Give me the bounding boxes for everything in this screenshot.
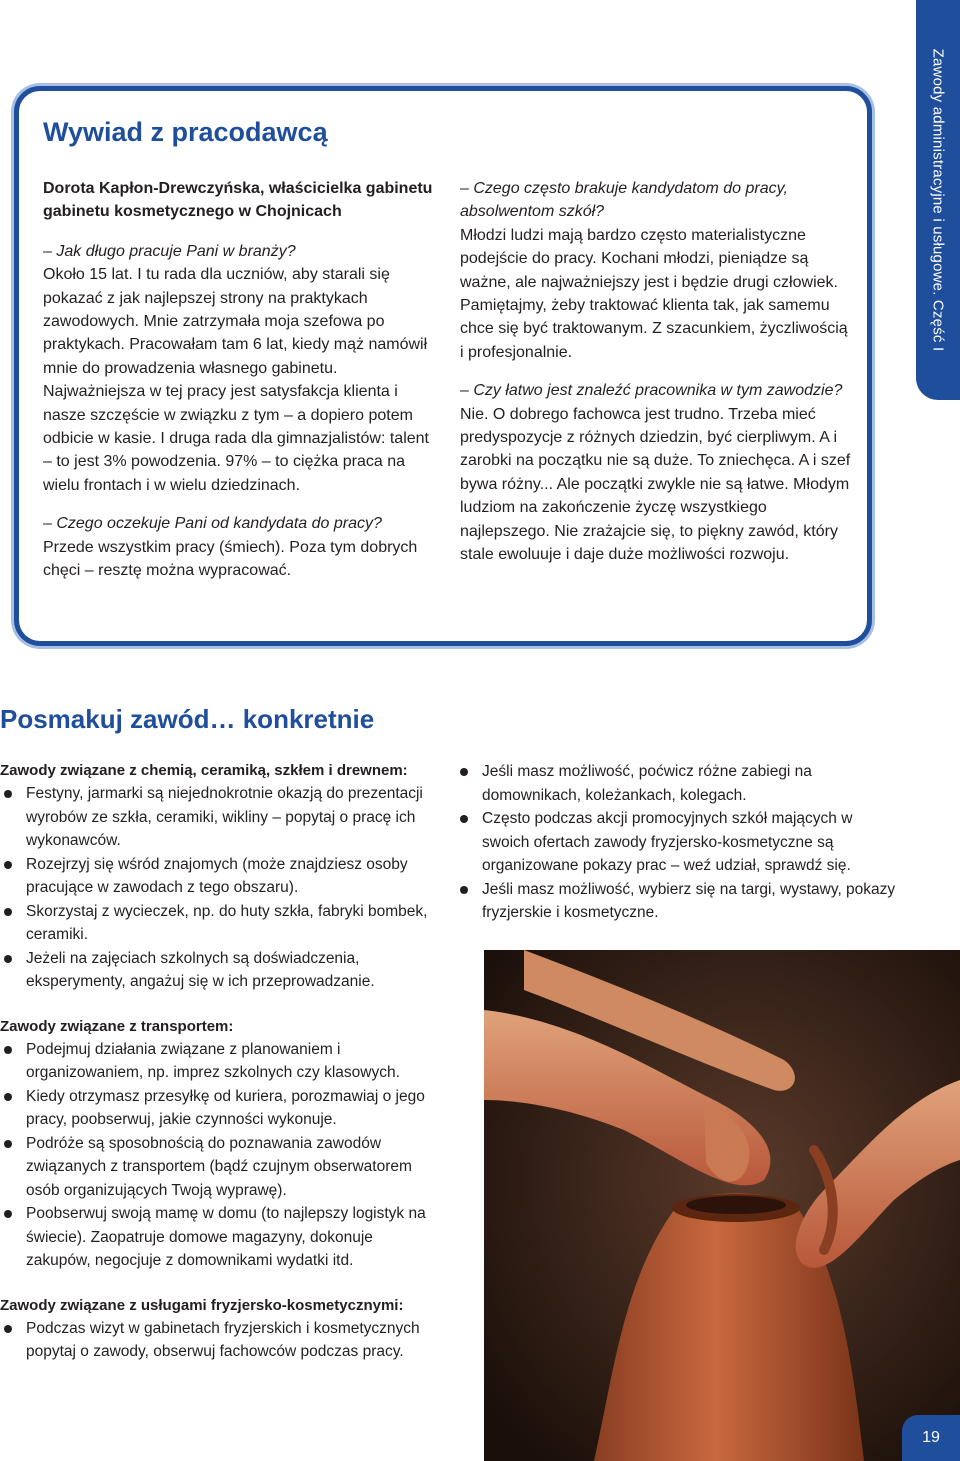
list-item: Kiedy otrzymasz przesyłkę od kuriera, porozmawiaj o jego pracy, poobserwuj, jakie czynności wykonuje. <box>0 1085 440 1132</box>
section-side-tab <box>916 0 960 400</box>
tips-group-beauty <box>0 1295 440 1364</box>
list-item: Podejmuj działania związane z planowaniem i organizowaniem, np. imprez szkolnych czy klasowych. <box>0 1038 440 1085</box>
interview-intro: Dorota Kapłon-Drewczyńska, właścicielka gabinetu gabinetu kosmetycznego w Chojnicach <box>43 180 433 221</box>
list-item: Podróże są sposobnością do poznawania zawodów związanych z transportem (bądź czujnym obserwatorem osób organizujących Twoją wyprawę). <box>0 1132 440 1203</box>
interview-column-left <box>43 177 438 583</box>
section-title: Posmakuj zawód… konkretnie <box>0 704 375 734</box>
list-item: Często podczas akcji promocyjnych szkół mających w swoich ofertach zawody fryzjersko-kosmetyczne są organizowane pokazy prac – weź udział, sprawdź się. <box>456 807 896 878</box>
list-item: Jeżeli na zajęciach szkolnych są doświadczenia, eksperymenty, angażuj się w ich przeprowadzanie. <box>0 947 440 994</box>
tips-group-transport <box>0 1016 440 1273</box>
interview-column-right <box>460 177 855 567</box>
list-item: Rozejrzyj się wśród znajomych (może znajdziesz osoby pracujące w zawodach z tego obszaru). <box>0 853 440 900</box>
interview-question: – Czego oczekuje Pani od kandydata do pracy? <box>43 515 382 533</box>
tips-group-heading: Zawody związane z usługami fryzjersko-kosmetycznymi: <box>0 1296 404 1314</box>
pottery-hands-illustration <box>484 950 960 1461</box>
interview-answer: Około 15 lat. I tu rada dla uczniów, aby starali się pokazać z jak najlepszej strony na praktykach zawodowych. Mnie zatrzymała moja szefowa po praktykach. Pracowałam tam 6 lat, kiedy mąż namówił mnie do prowadzenia własnego gabinetu. Najważniejsza w tej pracy jest satysfakcja klienta i nasze szczęście w związku z tym – a dopiero potem odbicie w kasie. I druga rada dla gimnazjalistów: talent – to jest 3% powodzenia. 97% – to ciężka praca na wielu frontach i w wielu dziedzinach. <box>43 266 429 494</box>
list-item: Jeśli masz możliwość, poćwicz różne zabiegi na domownikach, koleżankach, kolegach. <box>456 760 896 807</box>
pottery-photo <box>484 950 960 1461</box>
page-number: 19 <box>902 1415 960 1461</box>
interview-question: – Czego często brakuje kandydatom do pracy, absolwentom szkół? <box>460 180 788 221</box>
list-item: Jeśli masz możliwość, wybierz się na targi, wystawy, pokazy fryzjerskie i kosmetyczne. <box>456 878 896 925</box>
interview-question: – Jak długo pracuje Pani w branży? <box>43 242 296 260</box>
list-item: Skorzystaj z wycieczek, np. do huty szkła, fabryki bombek, ceramiki. <box>0 900 440 947</box>
interview-box <box>14 86 872 646</box>
tips-group-heading: Zawody związane z transportem: <box>0 1017 234 1035</box>
tips-group-chemistry <box>0 760 440 994</box>
interview-question: – Czy łatwo jest znaleźć pracownika w tym zawodzie? <box>460 382 843 400</box>
interview-answer: Nie. O dobrego fachowca jest trudno. Trzeba mieć predyspozycje z różnych dziedzin, być cierpliwym. A i zarobki na początku nie są duże. To zniechęca. A i szef bywa różny... Ale początki zwykle nie są łatwe. Młodym ludziom na zakończenie życzę wszystkiego najlepszego. Nie zrażajcie się, to piękny zawód, który stale ewoluuje i daje duże możliwości rozwoju. <box>460 405 851 564</box>
list-item: Poobserwuj swoją mamę w domu (to najlepszy logistyk na świecie). Zaopatruje domowe magazyny, dokonuje zakupów, negocjuje z domownikami wydatki itd. <box>0 1202 440 1273</box>
list-item: Podczas wizyt w gabinetach fryzjerskich i kosmetycznych popytaj o zawody, obserwuj fachowców podczas pracy. <box>0 1317 440 1364</box>
list-item: Festyny, jarmarki są niejednokrotnie okazją do prezentacji wyrobów ze szkła, ceramiki, wikliny – popytaj o pracę ich wykonawców. <box>0 782 440 853</box>
tips-group-heading: Zawody związane z chemią, ceramiką, szkłem i drewnem: <box>0 762 408 779</box>
tips-column-left <box>0 760 440 1386</box>
interview-answer: Młodzi ludzi mają bardzo często materialistyczne podejście do pracy. Kochani młodzi, pieniądze są ważne, ale najważniejszy jest i będzie drugi człowiek. Pamiętajmy, żeby traktować klienta tak, jak samemu chce się być traktowanym. Z szacunkiem, życzliwością i profesjonalnie. <box>460 226 848 361</box>
interview-answer: Przede wszystkim pracy (śmiech). Poza tym dobrych chęci – resztę można wypracować. <box>43 538 418 580</box>
interview-title: Wywiad z pracodawcą <box>43 117 328 147</box>
side-tab-label: Zawody administracyjne i usługowe. Część I <box>929 48 947 352</box>
tips-column-right <box>456 760 896 925</box>
